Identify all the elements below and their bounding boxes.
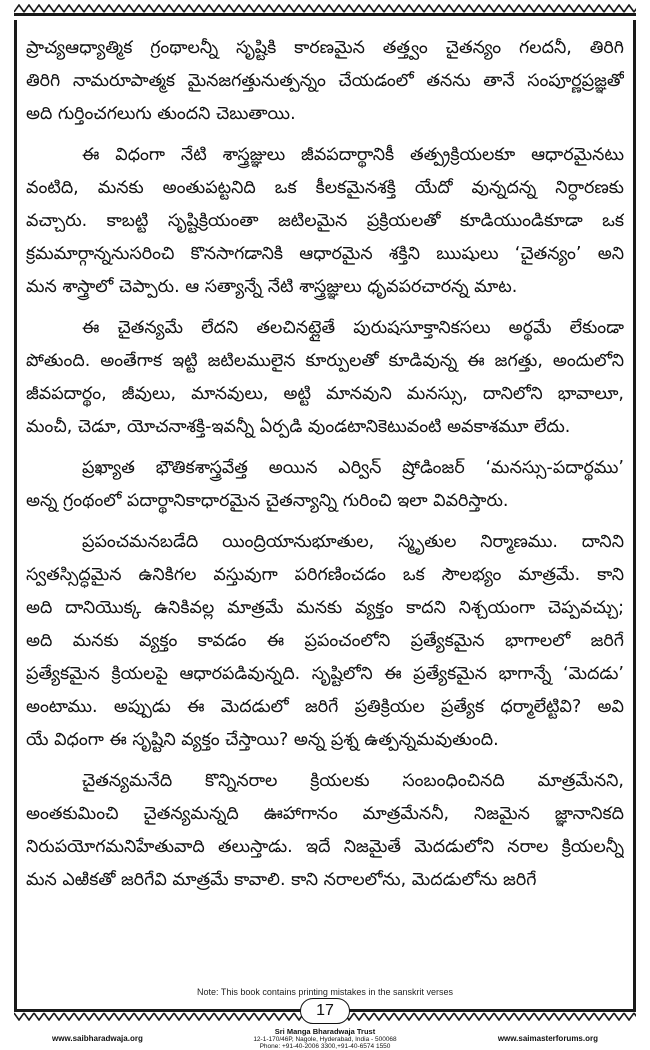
- text-line: ప్రఖ్యాత భౌతికశాస్త్రవేత్త అయిన ఎర్విన్ ష్రోడింజర్ ‘మనస్సు-పదార్థము’: [82, 458, 624, 478]
- paragraph: [26, 526, 624, 757]
- trust-address: 12-1-170/46P, Nagole, Hyderabad, India - 500068: [253, 1035, 397, 1043]
- footer: [0, 1028, 650, 1050]
- text-line: అది దానియొక్క ఉనికివల్ల మాత్రమే మనకు వ్యక్తం కాదని నిశ్చయంగా చెప్పవచ్చు;: [26, 598, 624, 618]
- paragraph: [26, 452, 624, 518]
- text-line: ప్రపంచమనబడేది యింద్రియానుభూతుల, స్మృతుల నిర్మాణము. దానిని: [82, 532, 624, 552]
- text-line: నిరుపయోగమనిహేతువాది తలుస్తాడు. ఇదే నిజమైతే మెదడులోని నరాల క్రియలన్నీ: [26, 837, 624, 857]
- text-line: క్రమమార్గాన్ననుసరించి కొనసాగడానికి ఆధారమైన శక్తిని ఋషులు ‘చైతన్యం’ అని: [26, 244, 624, 264]
- trust-name: Sri Manga Bharadwaja Trust: [274, 1027, 376, 1036]
- text-line: ఈ చైతన్యమే లేదని తలచినట్లైతే పురుషసూక్తానికసలు అర్థమే లేకుండా: [82, 318, 624, 338]
- page-number: 17: [300, 998, 350, 1024]
- text-line: ప్రత్యేకమైన క్రియలపై ఆధారపడివున్నది. సృష్టిలోని ఈ ప్రత్యేకమైన భాగాన్నే ‘మెదడు’: [26, 664, 624, 684]
- paragraph: [26, 139, 624, 304]
- top-ornamental-border: [14, 4, 636, 18]
- text-line: జీవపదార్థం, జీవులు, మానవులు, అట్టి మానవుని మనస్సు, దానిలోని భావాలూ,: [26, 384, 624, 404]
- footer-left-url[interactable]: www.saibharadwaja.org: [52, 1034, 143, 1043]
- body-text: [26, 32, 624, 905]
- text-line: అంటాము. అప్పుడు ఈ మెదడులో జరిగే ప్రతిక్రియల ప్రత్యేక ధర్మాలేట్టివి? అవి: [26, 697, 624, 717]
- footer-right-url[interactable]: www.saimasterforums.org: [497, 1034, 598, 1043]
- text-line: ఈ విధంగా నేటి శాస్త్రజ్ఞులు జీవపదార్థానికీ తత్ప్రక్రియలకూ ఆధారమైనటు: [82, 145, 624, 165]
- paragraph: [26, 312, 624, 444]
- page-number-badge: [300, 998, 350, 1024]
- paragraph: [26, 765, 624, 897]
- text-line: అన్న గ్రంథంలో పదార్థానికాధారమైన చైతన్యాన్ని గురించి ఇలా వివరిస్తారు.: [26, 491, 509, 511]
- trust-phone: Phone: +91-40-2006 3300,+91-40-6574 1550: [259, 1043, 391, 1050]
- text-line: మంచీ, చెడూ, యోచనాశక్తి-ఇవన్నీ ఏర్పడి వుండటానికెటువంటి అవకాశమూ లేదు.: [26, 417, 571, 437]
- right-border-line: [633, 20, 636, 1010]
- paragraph: [26, 32, 624, 131]
- text-line: వచ్చారు. కాబట్టి సృష్టిక్రియంతా జటిలమైన ప్రక్రియలతో కూడియుండికూడా ఒక: [26, 211, 624, 231]
- text-line: ప్రాచ్యఆధ్యాత్మిక గ్రంథాలన్నీ సృష్టికి కారణమైన తత్త్వం చైతన్యం గలదనీ, తిరిగి: [26, 38, 624, 58]
- text-line: పోతుంది. అంతేగాక ఇట్టి జటిలములైన కూర్పులతో కూడివున్న ఈ జగత్తు, అందులోని: [26, 351, 624, 371]
- text-line: అది గుర్తించగలుగు తుందని చెబుతాయి.: [26, 104, 296, 124]
- text-line: మన శాస్త్రాలో చెప్పారు. ఆ సత్యాన్నే నేటి శాస్త్రజ్ఞులు ధృవపరచారన్న మాట.: [26, 277, 518, 297]
- text-line: స్వతస్సిద్ధమైన ఉనికిగల వస్తువుగా పరిగణించడం ఒక సౌలభ్యం మాత్రమే. కాని: [26, 565, 624, 585]
- footer-trust-info: [200, 1028, 450, 1050]
- text-line: తిరిగి నామరూపాత్మక మైనజగత్తునుత్పన్నం చేయడంలో తనను తానే సంపూర్ణప్రజ్ఞతో: [26, 71, 624, 91]
- left-border-line: [14, 20, 17, 1010]
- text-line: యే విధంగా ఈ సృష్టిని వ్యక్తం చేస్తాయి? అన్న ప్రశ్న ఉత్పన్నమవుతుంది.: [26, 730, 499, 750]
- border-zigzag: [14, 5, 636, 12]
- printing-note: Note: This book contains printing mistakes in the sanskrit verses: [197, 987, 453, 997]
- text-line: చైతన్యమనేది కొన్నినరాల క్రియలకు సంబంధించినది మాత్రమేనని,: [82, 771, 624, 791]
- text-line: మన ఎఱికతో జరిగేవి మాత్రమే కావాలి. కాని నరాలలోను, మెదడులోను జరిగే: [26, 870, 537, 890]
- text-line: వంటిది, మనకు అంతుపట్టనిది ఒక కీలకమైనశక్తి యేదో వున్నదన్న నిర్ధారణకు: [26, 178, 624, 198]
- text-line: అంతకుమించి చైతన్యమన్నది ఊహాగానం మాత్రమేననీ, నిజమైన జ్ఞానానికది: [26, 804, 624, 824]
- text-line: అది మనకు వ్యక్తం కావడం ఈ ప్రపంచంలోని ప్రత్యేకమైన భాగాలలో జరిగే: [26, 631, 624, 651]
